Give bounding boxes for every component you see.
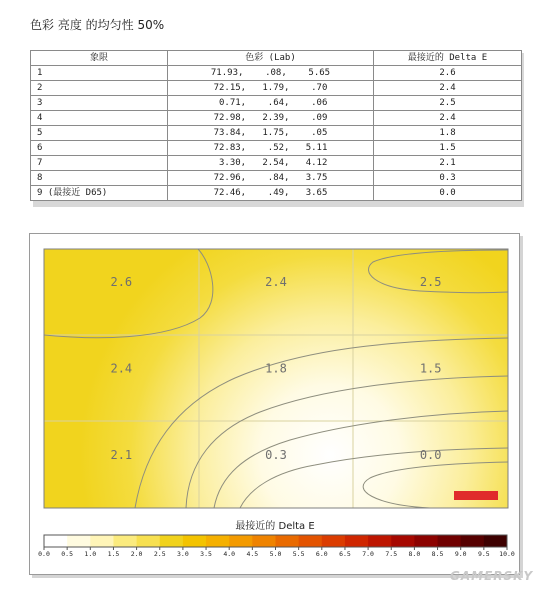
colorbar-segment: [322, 535, 346, 547]
colorbar-tick-label: 4.5: [246, 550, 259, 558]
lab-cell: 72.46, .49, 3.65: [168, 186, 374, 201]
colorbar-segment: [44, 535, 68, 547]
delta-e-cell: 2.1: [374, 156, 522, 171]
legend-title: 最接近的 Delta E: [235, 521, 315, 532]
colorbar-tick-label: 6.5: [339, 550, 351, 558]
colorbar-tick-label: 1.0: [84, 550, 97, 558]
delta-e-cell: 2.6: [374, 66, 522, 81]
colorbar-tick-label: 9.0: [454, 550, 467, 558]
heatmap-cell-label: 1.8: [265, 361, 287, 376]
heatmap-cell-label: 2.6: [110, 275, 133, 290]
colorbar-tick-label: 0.5: [61, 550, 74, 558]
delta-e-cell: 1.8: [374, 126, 522, 141]
colorbar-segment: [183, 535, 207, 547]
heatmap-cell-label: 0.0: [419, 447, 442, 462]
quadrant-cell: 3: [31, 96, 168, 111]
lab-cell: 72.83, .52, 5.11: [168, 141, 374, 156]
colorbar-tick-label: 3.5: [200, 550, 212, 558]
colorbar-segment: [113, 535, 137, 547]
quadrant-cell: 1: [31, 66, 168, 81]
header-quadrant: 象限: [31, 51, 168, 66]
delta-e-cell: 0.0: [374, 186, 522, 201]
lab-cell: 0.71, .64, .06: [168, 96, 374, 111]
red-marker: [454, 491, 498, 500]
colorbar-tick-label: 7.5: [385, 550, 398, 558]
delta-e-cell: 2.4: [374, 81, 522, 96]
colorbar-tick-label: 2.0: [130, 550, 143, 558]
lab-cell: 71.93, .08, 5.65: [168, 66, 374, 81]
colorbar-segment: [414, 535, 438, 547]
colorbar-segment: [299, 535, 323, 547]
delta-e-cell: 2.5: [374, 96, 522, 111]
heatmap-cell-label: 1.5: [419, 361, 442, 376]
colorbar-tick-label: 7.0: [362, 550, 374, 558]
colorbar-segment: [90, 535, 114, 547]
quadrant-cell: 4: [31, 111, 168, 126]
colorbar-segment: [252, 535, 276, 547]
colorbar-tick-label: 4.0: [223, 550, 236, 558]
quadrant-cell: 8: [31, 171, 168, 186]
heatmap-cell-label: 2.1: [110, 447, 133, 462]
quadrant-cell: 7: [31, 156, 168, 171]
colorbar-segment: [160, 535, 184, 547]
lab-cell: 3.30, 2.54, 4.12: [168, 156, 374, 171]
colorbar-tick-label: 3.0: [177, 550, 189, 558]
colorbar-segment: [345, 535, 369, 547]
colorbar-tick-label: 5.0: [269, 550, 282, 558]
colorbar-segment: [438, 535, 462, 547]
lab-cell: 72.96, .84, 3.75: [168, 171, 374, 186]
colorbar-segment: [368, 535, 392, 547]
colorbar-tick-label: 1.5: [107, 550, 120, 558]
quadrant-cell: 9 (最接近 D65): [31, 186, 168, 201]
delta-e-cell: 0.3: [374, 171, 522, 186]
colorbar-segment: [206, 535, 230, 547]
lab-cell: 73.84, 1.75, .05: [168, 126, 374, 141]
colorbar-tick-label: 6.0: [315, 550, 328, 558]
colorbar-tick-label: 5.5: [292, 550, 305, 558]
colorbar-segment: [229, 535, 253, 547]
colorbar-tick-label: 9.5: [477, 550, 490, 558]
header-delta-e: 最接近的 Delta E: [374, 51, 522, 66]
lab-cell: 72.98, 2.39, .09: [168, 111, 374, 126]
quadrant-cell: 6: [31, 141, 168, 156]
colorbar-segment: [484, 535, 508, 547]
delta-e-cell: 1.5: [374, 141, 522, 156]
page-title: 色彩 亮度 的均匀性 50%: [30, 18, 165, 32]
colorbar-segment: [67, 535, 91, 547]
colorbar-tick-label: 8.5: [431, 550, 444, 558]
quadrant-cell: 2: [31, 81, 168, 96]
colorbar-segment: [461, 535, 485, 547]
lab-cell: 72.15, 1.79, .70: [168, 81, 374, 96]
delta-e-cell: 2.4: [374, 111, 522, 126]
colorbar-segment: [391, 535, 415, 547]
colorbar-tick-label: 2.5: [153, 550, 166, 558]
colorbar-tick-label: 10.0: [499, 550, 515, 558]
colorbar-segment: [137, 535, 161, 547]
watermark: GAMERSKY: [450, 569, 534, 583]
colorbar-tick-label: 8.0: [408, 550, 421, 558]
header-lab: 色彩 (Lab): [168, 51, 374, 66]
colorbar-tick-label: 0.0: [38, 550, 50, 558]
heatmap-cell-label: 2.5: [419, 275, 442, 290]
heatmap-cell-label: 2.4: [110, 361, 133, 376]
quadrant-cell: 5: [31, 126, 168, 141]
heatmap-cell-label: 0.3: [265, 447, 287, 462]
colorbar-segment: [276, 535, 300, 547]
heatmap-cell-label: 2.4: [265, 275, 287, 290]
